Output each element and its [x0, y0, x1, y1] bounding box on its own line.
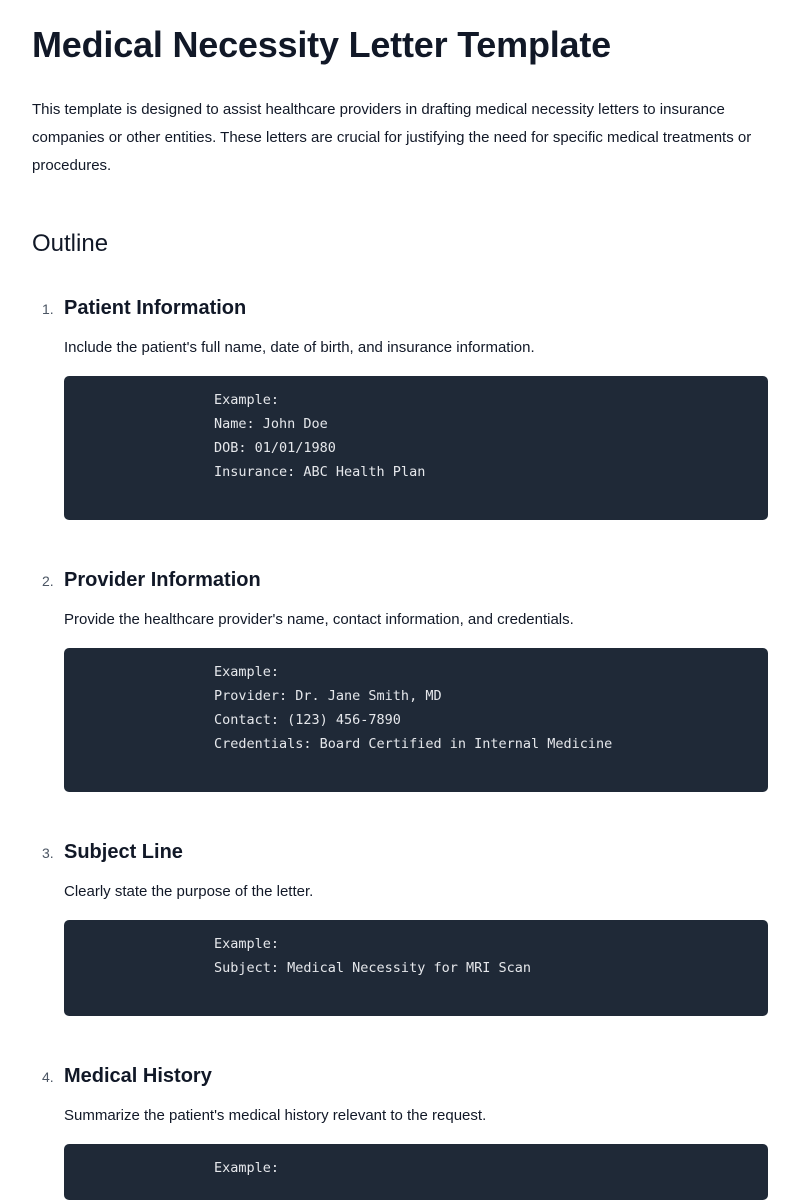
code-line: Provider: Dr. Jane Smith, MD	[214, 688, 442, 704]
section-number: 2.	[42, 573, 54, 589]
section-number: 1.	[42, 301, 54, 317]
code-block	[64, 648, 768, 792]
code-line: Credentials: Board Certified in Internal Medicine	[214, 736, 613, 752]
section-description: Include the patient's full name, date of birth, and insurance information.	[64, 339, 535, 356]
code-line: Contact: (123) 456-7890	[214, 712, 401, 728]
section-title: Patient Information	[64, 297, 247, 319]
section-number: 3.	[42, 845, 54, 861]
section-description: Provide the healthcare provider's name, contact information, and credentials.	[64, 611, 574, 628]
code-block	[64, 920, 768, 1016]
section-title: Medical History	[64, 1065, 212, 1087]
section-description: Clearly state the purpose of the letter.	[64, 883, 314, 900]
code-block	[64, 1144, 768, 1200]
intro-paragraph: This template is designed to assist healthcare providers in drafting medical necessity letters to insurance companies or other entities. These letters are crucial for justifying the need for specific medical treatments or procedures.	[32, 101, 752, 174]
section-number: 4.	[42, 1069, 54, 1085]
section-description: Summarize the patient's medical history relevant to the request.	[64, 1107, 487, 1124]
code-line: DOB: 01/01/1980	[214, 440, 336, 456]
outline-heading: Outline	[32, 230, 109, 257]
code-line: Example:	[214, 392, 280, 408]
code-line: Example:	[214, 1160, 280, 1176]
section-title: Provider Information	[64, 569, 261, 591]
code-line: Example:	[214, 664, 280, 680]
code-line: Insurance: ABC Health Plan	[214, 464, 426, 480]
code-line: Example:	[214, 936, 280, 952]
code-line: Subject: Medical Necessity for MRI Scan	[214, 960, 531, 976]
code-line: Name: John Doe	[214, 416, 328, 432]
section-title: Subject Line	[64, 841, 183, 863]
code-block	[64, 376, 768, 520]
page-title: Medical Necessity Letter Template	[32, 24, 611, 65]
